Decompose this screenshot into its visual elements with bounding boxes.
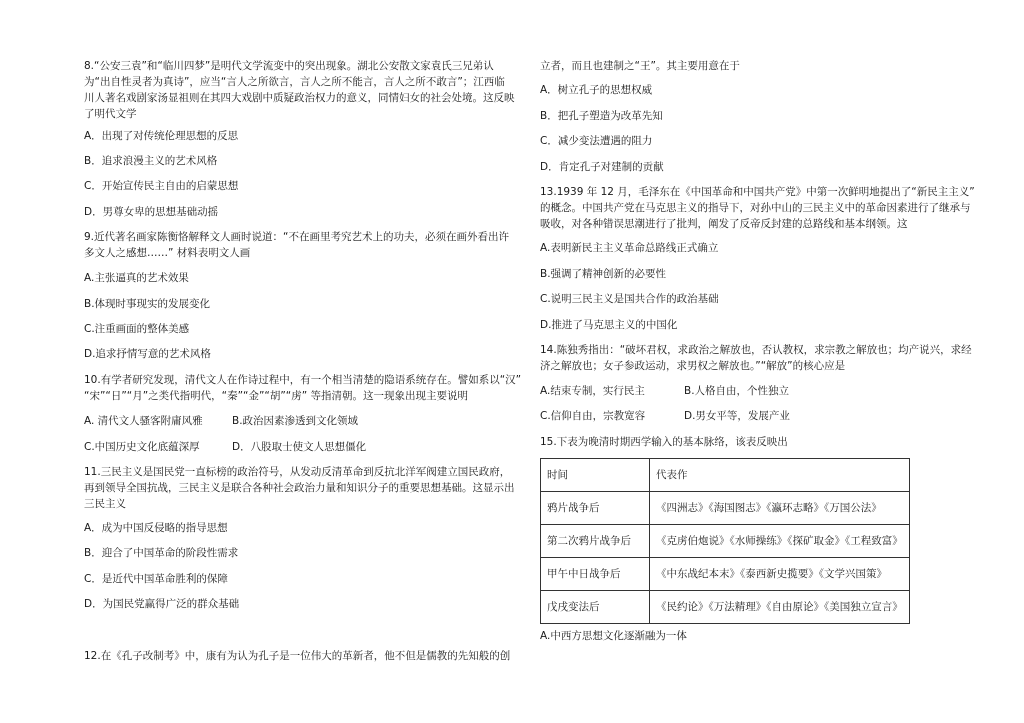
q10-option-b: B.政治因素渗透到文化领域	[232, 415, 359, 427]
table-row	[541, 525, 910, 558]
q13-option-c: C.说明三民主义是国共合作的政治基础	[540, 293, 719, 305]
q14-option-d: D.男女平等，发展产业	[684, 410, 790, 422]
table-cell: 《四洲志》《海国图志》《瀛环志略》《万国公法》	[650, 492, 910, 525]
q15-table	[540, 458, 910, 624]
q11-stem-line: 再到领导全国抗战，三民主义是联合各种社会政治力量和知识分子的重要思想基础。这显示出	[84, 482, 515, 494]
q13-option-b: B.强调了精神创新的必要性	[540, 268, 667, 280]
q9-option-a: A.主张逼真的艺术效果	[84, 272, 189, 284]
q8-stem-line: 川人著名戏剧家汤显祖则在其四大戏剧中质疑政治权力的意义，同情妇女的社会处境。这反映	[84, 92, 515, 104]
q13-option-d: D.推进了马克思主义的中国化	[540, 319, 678, 331]
q10-option-d: D．八股取士使文人思想僵化	[232, 441, 367, 453]
q15-stem: 15.下表为晚清时期西学输入的基本脉络，该表反映出	[540, 436, 788, 448]
q8-stem-line: 为“出自性灵者为真诗”，应当“言人之所欲言，言人之所不能言，言人之所不敢言”；江西临	[84, 76, 505, 88]
q10-stem-line: 10.有学者研究发现，清代文人在作诗过程中，有一个相当清楚的隐语系统存在。譬如系以“汉”	[84, 374, 522, 386]
table-row	[541, 558, 910, 591]
table-cell: 《民约论》《万法精理》《自由原论》《美国独立宣言》	[650, 591, 910, 624]
q15-option-a: A.中西方思想文化逐渐融为一体	[540, 630, 687, 642]
q12-stem-line: 12.在《孔子改制考》中，康有为认为孔子是一位伟大的革新者，他不但是儒教的先知般的创	[84, 650, 511, 662]
table-cell: 戊戌变法后	[541, 591, 650, 624]
q9-option-b: B.体现时事现实的发展变化	[84, 298, 211, 310]
q8-stem-line: 了明代文学	[84, 108, 137, 120]
q11-option-a: A．成为中国反侵略的指导思想	[84, 522, 228, 534]
table-cell: 《中东战纪本末》《泰西新史揽要》《文学兴国策》	[650, 558, 910, 591]
q11-stem-line: 11.三民主义是国民党一直标榜的政治符号，从发动反清革命到反抗北洋军阀建立国民政府，	[84, 466, 511, 478]
q8-option-a: A．出现了对传统伦理思想的反思	[84, 130, 239, 142]
q9-stem-line: 9.近代著名画家陈衡恪解释文人画时说道：“不在画里考究艺术上的功夫，必须在画外看出许	[84, 231, 509, 243]
q14-option-b: B.人格自由，个性独立	[684, 385, 790, 397]
q10-option-a: A. 清代文人骚客附庸风雅	[84, 415, 203, 427]
q12-option-d: D．肯定孔子对建制的贡献	[540, 161, 664, 173]
q11-stem-line: 三民主义	[84, 498, 126, 510]
table-header-cell: 代表作	[650, 459, 910, 492]
q14-stem-line: 济之解放也；女子参政运动，求男权之解放也。”“解放”的核心应是	[540, 360, 846, 372]
q10-option-c: C.中国历史文化底蕴深厚	[84, 441, 200, 453]
q12-stem-continued: 立者，而且也建制之“王”。其主要用意在于	[540, 60, 740, 72]
table-header-row	[541, 459, 910, 492]
q11-option-d: D．为国民党赢得广泛的群众基础	[84, 598, 240, 610]
table-cell: 《克虏伯炮说》《水师操练》《探矿取金》《工程致富》	[650, 525, 910, 558]
table-cell: 甲午中日战争后	[541, 558, 650, 591]
q12-option-c: C．减少变法遭遇的阻力	[540, 135, 653, 147]
q9-stem-line: 多文人之感想……” 材料表明文人画	[84, 247, 251, 259]
q9-option-d: D.追求抒情写意的艺术风格	[84, 348, 211, 360]
q8-option-b: B．追求浪漫主义的艺术风格	[84, 155, 218, 167]
q13-option-a: A.表明新民主主义革命总路线正式确立	[540, 242, 719, 254]
q12-option-b: B．把孔子塑造为改革先知	[540, 110, 663, 122]
table-row	[541, 492, 910, 525]
q10-stem-line: “宋”“日”“月”之类代指明代，“秦”“金”“胡”“虏” 等指清朝。这一现象出现主要说明	[84, 390, 468, 402]
q14-option-c: C.信仰自由，宗教宽容	[540, 410, 646, 422]
q14-option-a: A.结束专制，实行民主	[540, 385, 645, 397]
q14-stem-line: 14.陈独秀指出：“破坏君权，求政治之解放也，否认教权，求宗教之解放也；均产说兴，求经	[540, 344, 972, 356]
table-header-cell: 时间	[541, 459, 650, 492]
q11-option-c: C．是近代中国革命胜利的保障	[84, 573, 228, 585]
table-cell: 第二次鸦片战争后	[541, 525, 650, 558]
q8-stem-line: 8.“公安三袁”和“临川四梦”是明代文学流变中的突出现象。湖北公安散文家袁氏三兄弟认	[84, 60, 494, 72]
q11-option-b: B．迎合了中国革命的阶段性需求	[84, 547, 239, 559]
q12-option-a: A．树立孔子的思想权威	[540, 84, 653, 96]
q9-option-c: C.注重画面的整体美感	[84, 323, 190, 335]
q13-stem-line: 的概念。中国共产党在马克思主义的指导下，对孙中山的三民主义中的革命因素进行了继承与	[540, 202, 971, 214]
table-row	[541, 591, 910, 624]
q8-option-c: C．开始宣传民主自由的启蒙思想	[84, 180, 239, 192]
q13-stem-line: 吸收，对各种错误思潮进行了批判，阐发了反帝反封建的总路线和基本纲领。这	[540, 218, 908, 230]
table-cell: 鸦片战争后	[541, 492, 650, 525]
q13-stem-line: 13.1939 年 12 月，毛泽东在《中国革命和中国共产党》中第一次鲜明地提出了“新民主主义”	[540, 186, 975, 198]
q8-option-d: D．男尊女卑的思想基础动摇	[84, 206, 219, 218]
